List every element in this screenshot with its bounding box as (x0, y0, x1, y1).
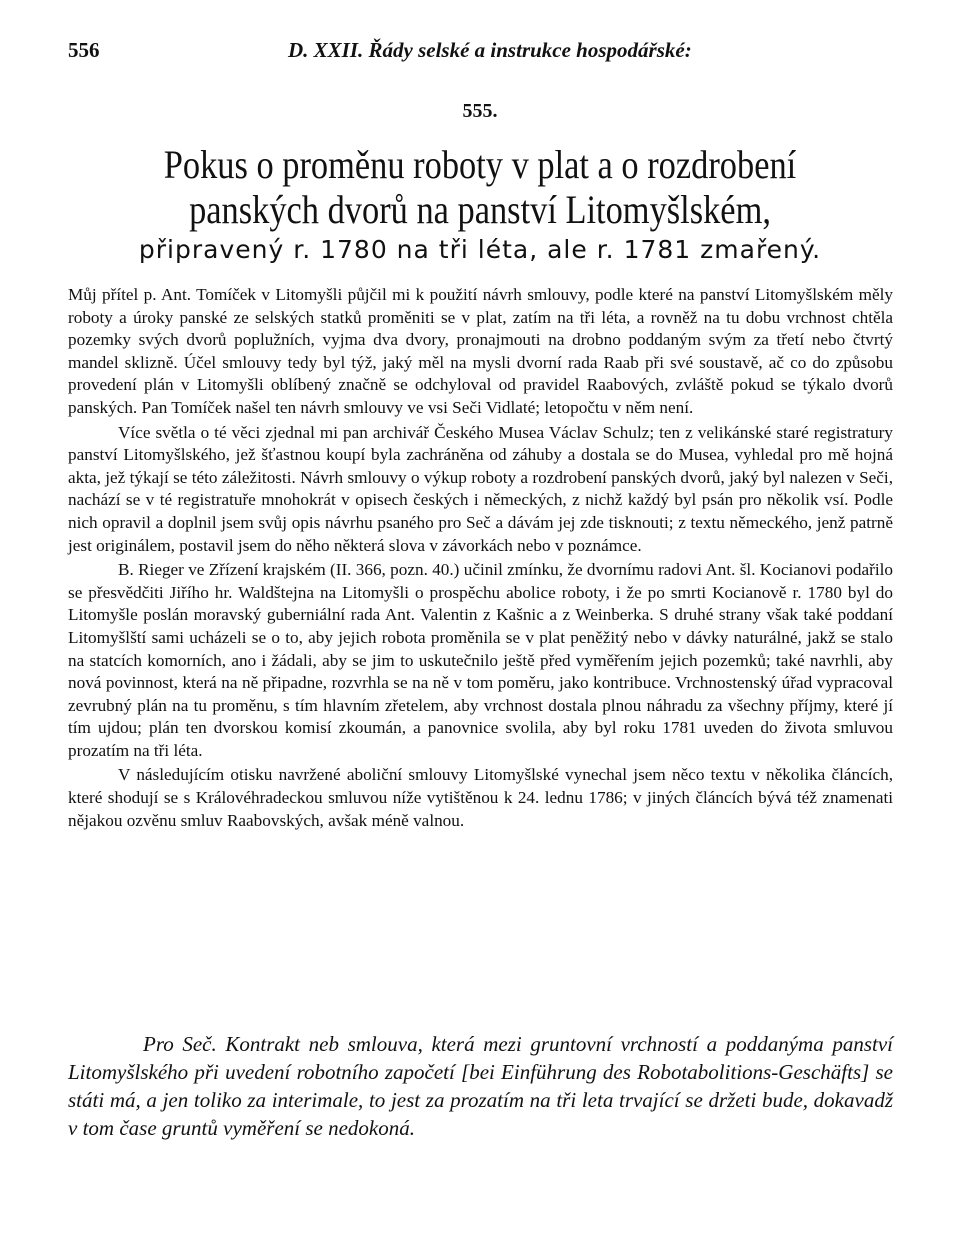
paragraph-2: Více světla o té věci zjednal mi pan archivář Českého Musea Václav Schulz; ten z velikánské staré registratury panství Litomyšlského, jež šťastnou koupí byla zachráněna od záhuby a dostala se do Musea, vyhledal pro mě hojná akta, jež týkají se této záležitosti. Návrh smlouvy o výkup roboty a rozdrobení panských dvorů, jaký byl nalezen v Seči, nachází se v té registratuře mnohokrát v opisech českých i německých, z nichž každý byl psán pro několik vsí. Podle nich opravil a doplnil jsem svůj opis návrhu psaného pro Seč a dávám jej zde tisknouti; z textu německého, jenž patrně jest originálem, postavil jsem do něho některá slova v závorkách nebo v poznámce. (68, 422, 893, 555)
document-title: Pokus o proměnu roboty v plat a o rozdrobení panských dvorů na panství Litomyšlském, (163, 142, 797, 232)
paragraph-3: B. Rieger ve Zřízení krajském (II. 366, pozn. 40.) učinil zmínku, že dvornímu radovi Ant. šl. Kocianovi podařilo se přesvědčiti Jiřího hr. Waldštejna na Litomyšli o prospěchu abolice roboty, i že po smrti Kocianově r. 1780 byl do Litomyšle poslán moravský guberniální rada Ant. Valentin z Kašnic a z Weinberka. S druhé strany však také poddaní Litomyšlští sami ucházeli se o to, aby jejich robota proměnila se v plat peněžitý nebo v dávky naturálné, jakž se stalo na statcích komorních, ano i žádali, aby se jim to uskutečnilo ještě před vyměřením jejich pozemků; také navrhli, aby nová povinnost, která na ně připadne, rozvrhla se na ně v tom poměru, jako kontribuce. Vrchnostenský úřad vypracoval zevrubný plán na tu proměnu, s tím hlavním zřetelem, aby vrchnost dostala plnou náhradu za všechny příjmy, které jí tím ujdou; plán ten dvorskou komisí zkoumán, a panovnice svolila, aby byl roku 1781 uveden do života smluvou prozatím na tři léta. (68, 560, 893, 760)
running-title: D. XXII. Řády selské a instrukce hospodářské: (288, 38, 692, 62)
document-subtitle: připravený r. 1780 na tři léta, ale r. 1781 zmařený. (138, 235, 822, 264)
paragraph-1: Můj přítel p. Ant. Tomíček v Litomyšli půjčil mi k použití návrh smlouvy, podle které na panství Litomyšlském měly roboty a úroky panské ze selských statků proměniti se v plat, zatím na tři léta, a rovněž na tu dobu vrchnost chtěla pozemky svých dvorů poplužních, vyjma dva dvory, pronajmouti na drobno poddaným svým za třetí nebo čtvrtý mandel sklizně. Účel smlouvy tedy byl týž, jaký měl na mysli dvorní rada Raab při své soustavě, ač co do způsobu provedení plán v Litomyšli oblíbený značně se odchyloval od pravidel Raabových, zvláště pokud se týkalo dvorů panských. Pan Tomíček našel ten návrh smlouvy ve vsi Seči Vidlaté; letopočtu v něm není. (68, 285, 893, 417)
contract-paragraph: Pro Seč. Kontrakt neb smlouva, která mezi gruntovní vrchností a poddanýma panství Litomyšlského při uvedení robotního započetí [bei Einführung des Robotabolitions-Geschäfts] se státi má, a jen toliko za interimale, to jest za prozatím na tři leta trvající se držeti bude, dokavadž v tom čase gruntů vyměření se nedokoná. (68, 1032, 893, 1140)
body-text (68, 284, 893, 834)
document-number: 555. (462, 100, 498, 122)
page-number: 556 (68, 38, 100, 62)
running-head (68, 38, 892, 68)
contract-excerpt (68, 1030, 893, 1142)
paragraph-4: V následujícím otisku navržené aboliční smlouvy Litomyšlské vynechal jsem něco textu v několika článcích, které shodují se s Královéhradeckou smluvou níže vytištěnou k 24. lednu 1786; v jiných článcích bývá též znamenati nějakou ozvěnu smluv Raabovských, avšak méně valnou. (68, 765, 893, 830)
